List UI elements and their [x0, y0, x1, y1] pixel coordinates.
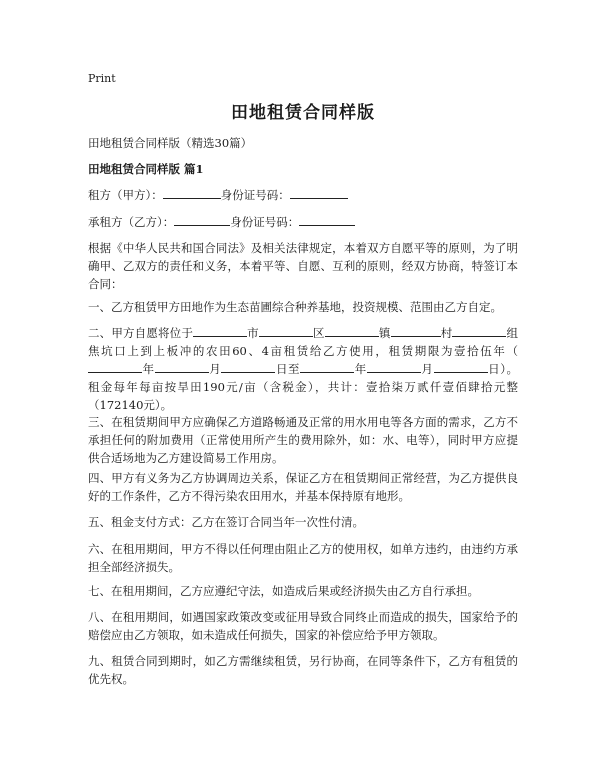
- clause-2-city-label: 市: [247, 326, 259, 340]
- clause-2-district-label: 区: [312, 326, 325, 340]
- clause-2-town-label: 镇: [378, 326, 391, 340]
- start-day-blank: [221, 361, 275, 373]
- district-blank: [259, 325, 313, 337]
- end-day-blank: [434, 361, 488, 373]
- clause-2-end-year-label: 年: [354, 362, 367, 376]
- clause-4: 四、甲方有义务为乙方协调周边关系，保证乙方在租赁期间正常经营，为乙方提供良好的工作条件，乙方不得污染农田用水，并基本保持原有地形。: [88, 471, 518, 503]
- clause-2: [88, 324, 518, 414]
- party-b-label: 承租方（乙方）：: [88, 215, 175, 229]
- clause-2-village-label: 村: [440, 326, 453, 340]
- clause-2-text-3: 日）。租金每年每亩按旱田190元/亩（含税金），共计：壹拾柒万贰仟壹佰肆拾元整（172140元）。: [88, 362, 519, 412]
- start-year-blank: [88, 361, 142, 373]
- clause-7: 七、在租用期间，乙方应遵纪守法，如造成后果或经济损失由乙方自行承担。: [88, 584, 479, 598]
- village-blank: [391, 325, 441, 337]
- party-a-line: [88, 187, 348, 203]
- clause-2-year-label: 年: [142, 362, 155, 376]
- clause-6: 六、在租用期间，甲方不得以任何理由阻止乙方的使用权，如单方违约，由违约方承担全部经济损失。: [88, 542, 518, 574]
- document-subtitle: 田地租赁合同样版（精选30篇）: [88, 136, 253, 150]
- party-a-name-blank: [163, 187, 221, 199]
- clause-5: 五、租金支付方式：乙方在签订合同当年一次性付清。: [88, 515, 364, 529]
- end-year-blank: [300, 361, 354, 373]
- clause-8: 八、在租用期间，如遇国家政策改变或征用导致合同终止而造成的损失，国家给予的赔偿应由乙方领取，如未造成任何损失，国家的补偿应给予甲方领取。: [88, 610, 518, 642]
- party-b-id-blank: [299, 214, 355, 226]
- start-month-blank: [155, 361, 209, 373]
- intro-paragraph: 根据《中华人民共和国合同法》及相关法律规定，本着双方自愿平等的原则，为了明确甲、乙双方的责任和义务，本着平等、自愿、互利的原则，经双方协商，特签订本合同：: [88, 241, 518, 291]
- city-blank: [193, 325, 247, 337]
- clause-2-end-month-label: 月: [420, 362, 434, 376]
- clause-2-month-label: 月: [208, 362, 222, 376]
- town-blank: [325, 325, 379, 337]
- print-label[interactable]: Print: [88, 72, 116, 85]
- clause-3: 三、在租赁期间甲方应确保乙方道路畅通及正常的用水用电等各方面的需求，乙方不承担任何的附加费用（正常使用所产生的费用除外，如：水、电等），同时甲方应提供合适场地为乙方建设简易工作用房。: [88, 415, 518, 465]
- party-a-id-label: 身份证号码：: [220, 188, 290, 202]
- section-heading: 田地租赁合同样版 篇1: [88, 162, 204, 176]
- party-b-name-blank: [174, 214, 230, 226]
- clause-2-text-2: 组焦坑口上到上板冲的农田60、4亩租赁给乙方使用，租赁期限为壹拾伍年（: [88, 326, 519, 358]
- document-title: 田地租赁合同样版: [231, 103, 375, 123]
- clause-2-day-to-label: 日至: [275, 362, 301, 376]
- clause-1: 一、乙方租赁甲方田地作为生态苗圃综合种养基地，投资规模、范围由乙方自定。: [88, 300, 502, 314]
- clause-2-text-1: 二、甲方自愿将位于: [88, 326, 193, 340]
- party-b-line: [88, 214, 355, 230]
- party-a-id-blank: [290, 187, 348, 199]
- group-blank: [452, 325, 506, 337]
- end-month-blank: [367, 361, 421, 373]
- clause-9: 九、租赁合同到期时，如乙方需继续租赁，另行协商，在同等条件下，乙方有租赁的优先权。: [88, 654, 518, 686]
- party-b-id-label: 身份证号码：: [230, 215, 300, 229]
- party-a-label: 租方（甲方）：: [88, 188, 163, 202]
